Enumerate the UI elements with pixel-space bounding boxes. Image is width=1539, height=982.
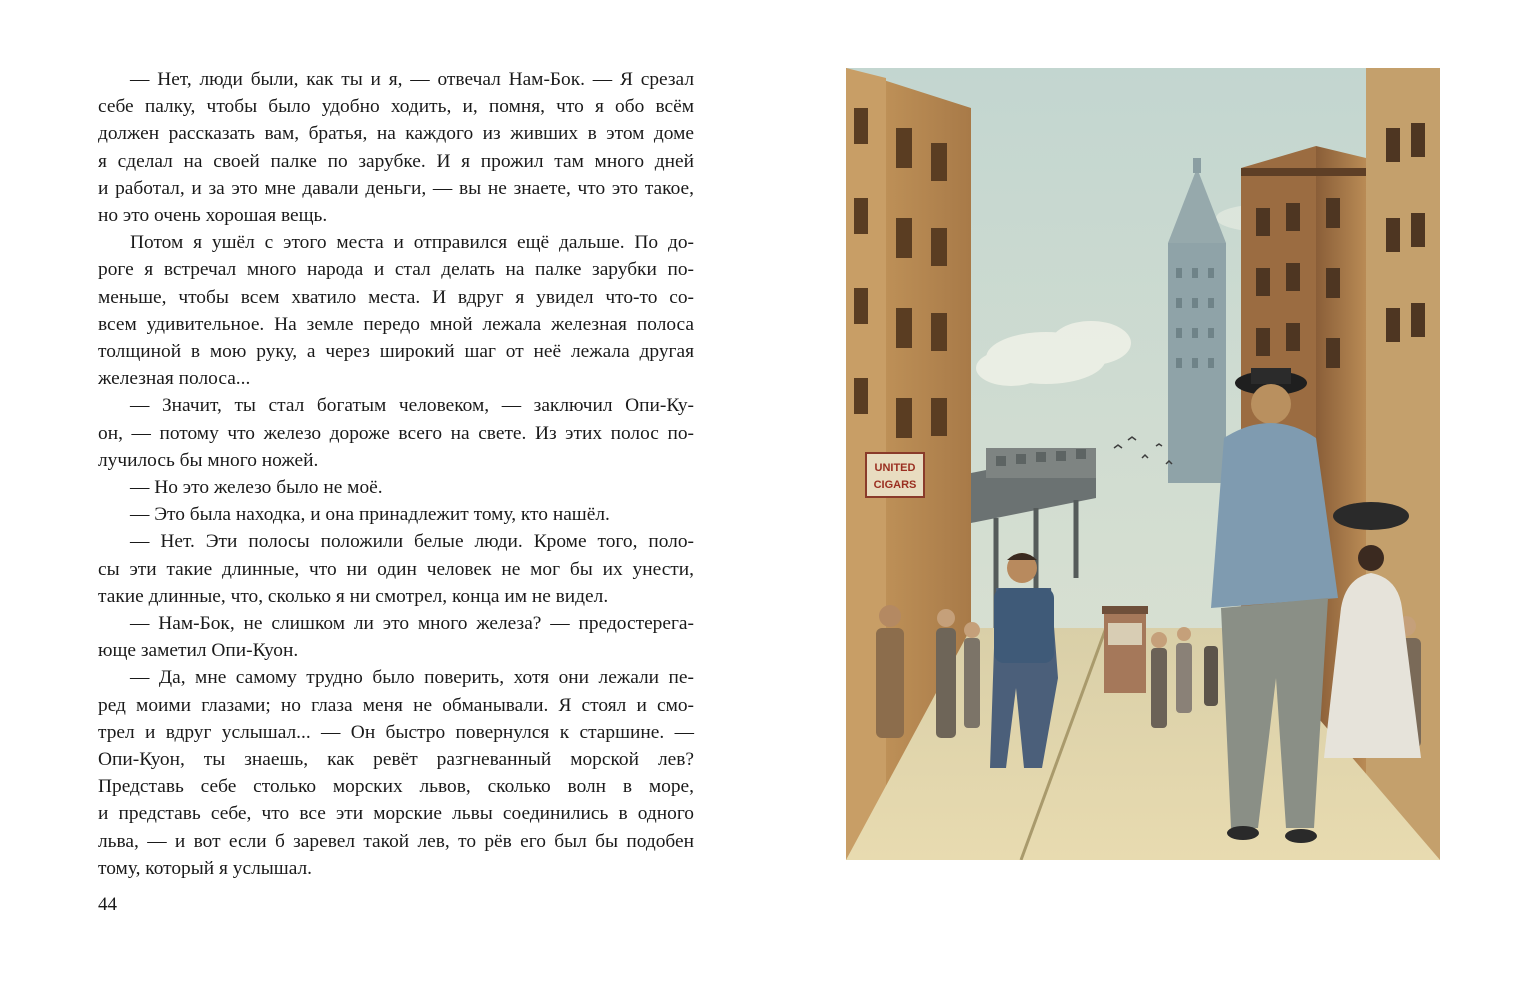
page-number: 44 <box>98 894 117 915</box>
text-line: железная полоса... <box>98 368 251 390</box>
text-line: — Нет. Эти полосы положили белые люди. Кроме того, поло- <box>130 531 694 553</box>
text-column <box>98 66 694 882</box>
street-scene-illustration <box>846 68 1440 860</box>
tram <box>1102 606 1148 693</box>
text-line: Опи-Куон, ты знаешь, как ревёт разгневанный морской лев? <box>98 749 694 771</box>
text-line: — Значит, ты стал богатым человеком, — заключил Опи-Ку- <box>130 395 694 417</box>
text-line: толщиной в мою руку, а через широкий шаг от неё лежала другая <box>98 341 694 363</box>
text-line: себе палку, чтобы было удобно ходить, и, помня, что я обо всём <box>98 96 694 118</box>
paragraph-8 <box>98 664 694 882</box>
text-line: льва, — и вот если б заревел такой лев, то рёв его был бы подобен <box>98 830 694 852</box>
text-line: тому, который я услышал. <box>98 857 313 879</box>
text-line: должен рассказать вам, братья, на каждого из живших в этом доме <box>98 123 694 145</box>
text-line: но это очень хорошая вещь. <box>98 205 328 227</box>
text-line: и работал, и за это мне давали деньги, — вы не знаете, что это такое, <box>98 177 694 199</box>
text-line: — Это была находка, и она принадлежит тому, кто нашёл. <box>130 504 610 526</box>
text-line: он, — потому что железо дороже всего на свете. Из этих полос по- <box>98 422 694 444</box>
text-line: юще заметил Опи-Куон. <box>98 640 299 662</box>
text-line: и представь себе, что все эти морские львы соединились в одного <box>98 803 694 825</box>
text-line: всем удивительное. На земле передо мной лежала железная полоса <box>98 313 694 335</box>
sign-line-2: CIGARS <box>873 479 917 491</box>
text-line: — Но это железо было не моё. <box>130 477 383 499</box>
text-line: меньше, чтобы всем хватило места. И вдруг я увидел что-то со- <box>98 286 694 308</box>
text-line: сы эти такие длинные, что ни один человек не мог бы их унести, <box>98 558 694 580</box>
text-line: — Да, мне самому трудно было поверить, хотя они лежали пе- <box>130 667 694 689</box>
paragraph-1 <box>98 66 694 229</box>
text-line: Представь себе столько морских львов, сколько волн в море, <box>98 776 694 798</box>
text-line: я сделал на своей палке по зарубке. И я прожил там много дней <box>98 150 694 172</box>
sign-line-1: UNITED <box>874 462 916 474</box>
paragraph-2 <box>98 229 694 392</box>
text-line: роге я встречал много народа и стал делать на палке зарубки по- <box>98 259 694 281</box>
paragraph-4 <box>98 474 694 501</box>
text-line: — Нет, люди были, как ты и я, — отвечал Нам-Бок. — Я срезал <box>130 69 694 90</box>
text-line: трел и вдруг услышал... — Он быстро повернулся к старшине. — <box>98 721 694 743</box>
paragraph-7 <box>98 610 694 664</box>
paragraph-6 <box>98 528 694 610</box>
text-line: ред моими глазами; но глаза меня не обманывали. Я стоял и смо- <box>98 694 694 716</box>
paragraph-3 <box>98 392 694 474</box>
text-line: Потом я ушёл с этого места и отправился ещё дальше. По до- <box>130 232 694 254</box>
cigar-sign <box>866 453 924 497</box>
text-line: такие длинные, что, сколько я ни смотрел, конца им не видел. <box>98 585 609 607</box>
paragraph-5 <box>98 501 694 528</box>
illustration-svg <box>846 68 1440 860</box>
text-line: — Нам-Бок, не слишком ли это много железа? — предостерега- <box>130 613 694 635</box>
text-line: лучилось бы много ножей. <box>98 449 319 471</box>
